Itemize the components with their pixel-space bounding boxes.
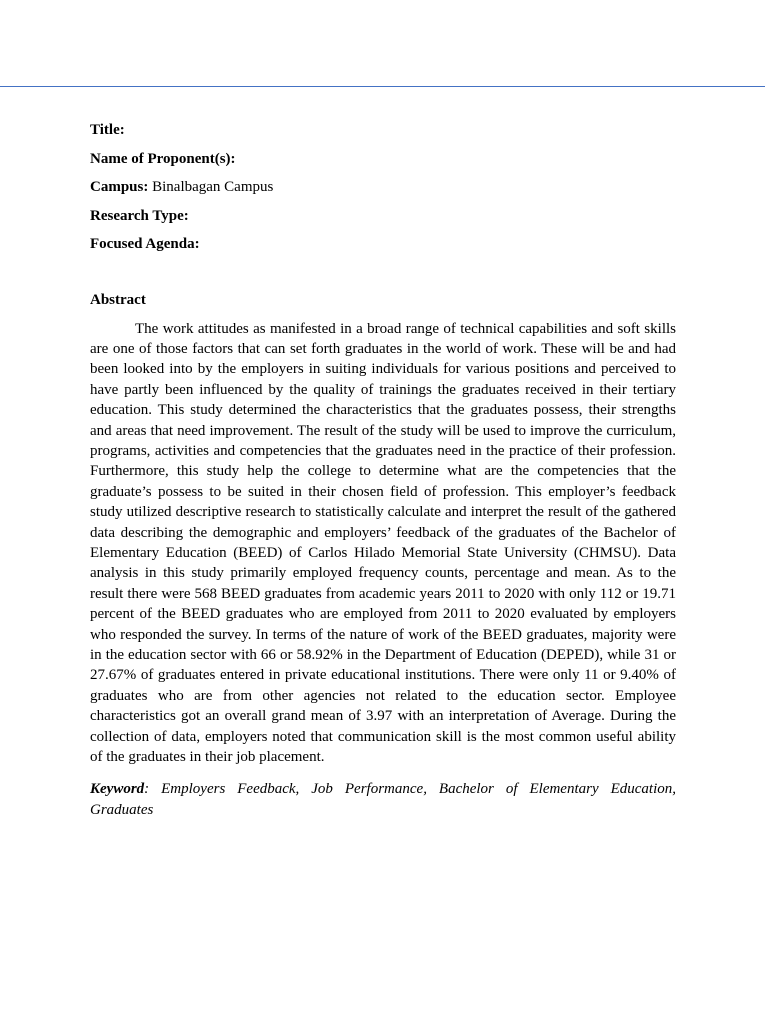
focused-agenda-field <box>90 234 676 263</box>
campus-field <box>90 177 676 206</box>
title-label: Title: <box>90 122 125 138</box>
header-rule <box>0 86 765 87</box>
campus-label: Campus: <box>90 179 149 195</box>
document-body <box>90 120 676 820</box>
abstract-paragraph: The work attitudes as manifested in a broad range of technical capabilities and soft skills are one of those factors that can set forth graduates in the world of work. These will be and had been looked into by the employers in suiting individuals for various positions and perceived to have partly been influenced by the quality of trainings the graduates received in their tertiary education. This study determined the characteristics that the graduates possess, their strengths and areas that need improvement. The result of the study will be used to improve the curriculum, programs, activities and competencies that the graduates need in the practice of their profession. Furthermore, this study help the college to determine what are the competencies that the graduate’s possess to be suited in their chosen field of profession. This employer’s feedback study utilized descriptive research to statistically calculate and interpret the result of the gathered data describing the demographic and employers’ feedback of the graduates of the Bachelor of Elementary Education (BEED) of Carlos Hilado Memorial State University (CHMSU). Data analysis in this study primarily employed frequency counts, percentage and mean. As to the result there were 568 BEED graduates from academic years 2011 to 2020 with only 112 or 19.71 percent of the BEED graduates who are employed from 2011 to 2020 evaluated by employers who responded the survey. In terms of the nature of work of the BEED graduates, majority were in the education sector with 66 or 58.92% in the Department of Education (DEPED), while 31 or 27.67% of graduates entered in private educational institutions. There were only 11 or 9.40% of graduates who are from other agencies not related to the education sector. Employee characteristics got an overall grand mean of 3.97 with an interpretation of Average. During the collection of data, employers noted that communication skill is the most common useful ability of the graduates in their job placement. <box>90 320 676 766</box>
proponents-label: Name of Proponent(s): <box>90 150 236 167</box>
keywords-separator: : <box>144 781 162 798</box>
research-type-label: Research Type: <box>90 207 189 224</box>
keywords-label: Keyword <box>90 781 145 798</box>
campus-value: Binalbagan Campus <box>148 179 274 195</box>
focused-agenda-label: Focused Agenda: <box>90 236 200 252</box>
title-field <box>90 120 676 149</box>
research-type-field <box>90 206 676 235</box>
abstract-heading: Abstract <box>90 291 146 308</box>
keywords-text: Employers Feedback, Job Performance, Bachelor of Elementary Education, Graduates <box>90 781 676 818</box>
keywords-paragraph <box>90 779 676 820</box>
proponents-field <box>90 149 676 178</box>
